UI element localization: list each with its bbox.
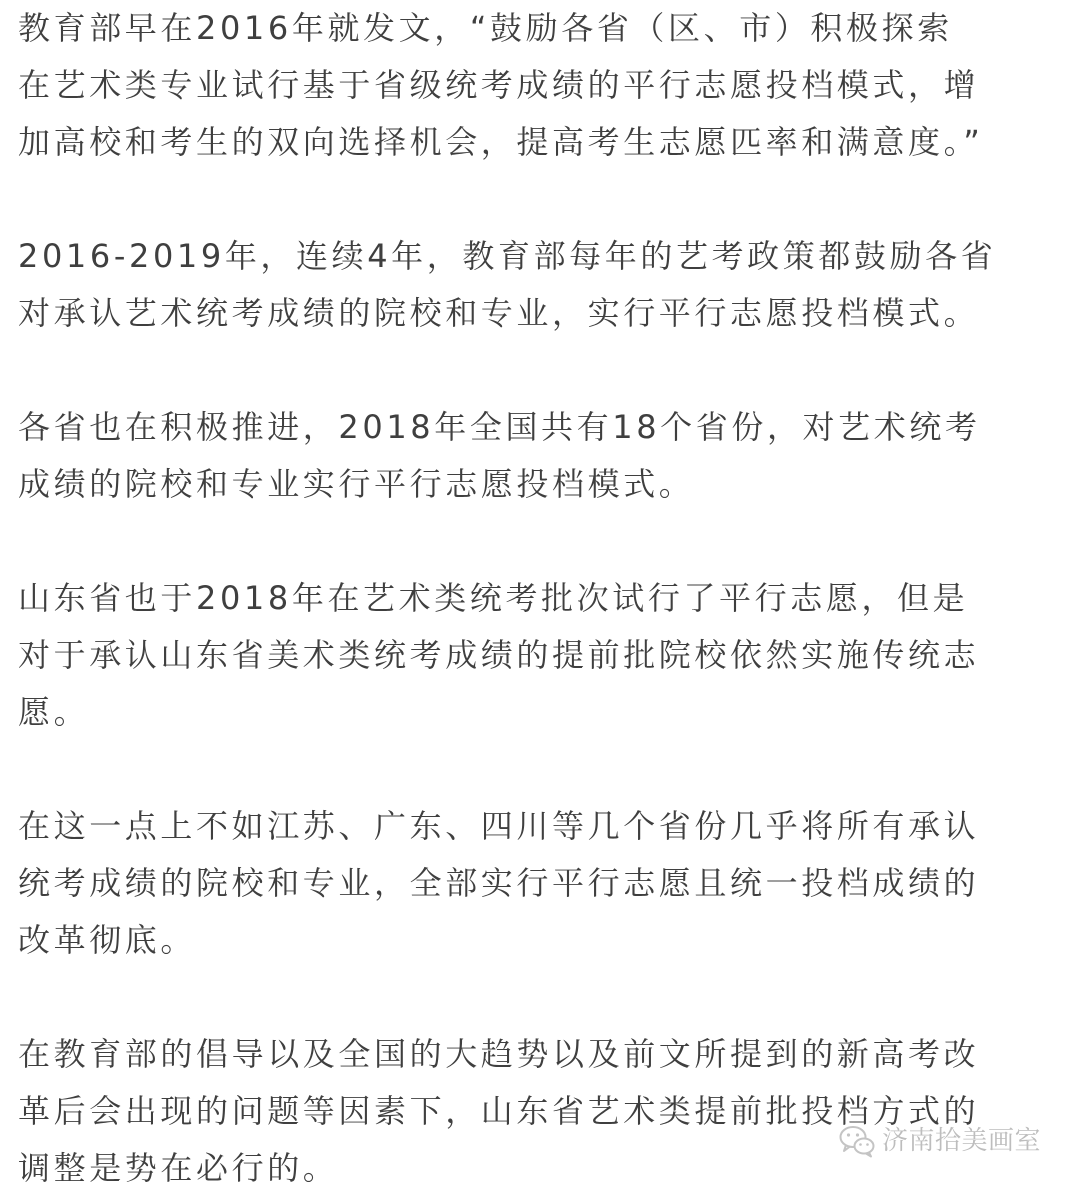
text-line: 加高校和考生的双向选择机会，提高考生志愿匹率和满意度。”	[18, 123, 984, 161]
paragraph-3	[18, 399, 1080, 513]
text-line: 调整是势在必行的。	[18, 1149, 339, 1187]
text-line: 改革彻底。	[18, 921, 197, 959]
paragraph-gap	[18, 969, 1080, 1026]
text-line: 愿。	[18, 693, 90, 731]
text-line: 革后会出现的问题等因素下，山东省艺术类提前批投档方式的	[18, 1092, 980, 1130]
paragraph-4	[18, 570, 1080, 741]
paragraph-6	[18, 1026, 1080, 1197]
wechat-icon	[838, 1124, 876, 1158]
text-line: 在艺术类专业试行基于省级统考成绩的平行志愿投档模式，增	[18, 66, 980, 104]
text-line: 对承认艺术统考成绩的院校和专业，实行平行志愿投档模式。	[18, 294, 980, 332]
text-line: 教育部早在2016年就发文，“鼓励各省（区、市）积极探索	[18, 9, 953, 47]
text-line: 统考成绩的院校和专业，全部实行平行志愿且统一投档成绩的	[18, 864, 980, 902]
paragraph-gap	[18, 342, 1080, 399]
watermark-text: 济南拾美画室	[882, 1126, 1042, 1156]
text-line: 在教育部的倡导以及全国的大趋势以及前文所提到的新高考改	[18, 1035, 980, 1073]
paragraph-gap	[18, 741, 1080, 798]
text-line: 对于承认山东省美术类统考成绩的提前批院校依然实施传统志	[18, 636, 980, 674]
watermark	[838, 1121, 1041, 1161]
article-body	[18, 0, 1080, 1197]
paragraph-5	[18, 798, 1080, 969]
text-line: 各省也在积极推进，2018年全国共有18个省份，对艺术统考	[18, 408, 981, 446]
paragraph-gap	[18, 171, 1080, 228]
text-line: 成绩的院校和专业实行平行志愿投档模式。	[18, 465, 695, 503]
paragraph-gap	[18, 513, 1080, 570]
paragraph-1	[18, 0, 1080, 171]
text-line: 山东省也于2018年在艺术类统考批次试行了平行志愿，但是	[18, 579, 969, 617]
text-line: 在这一点上不如江苏、广东、四川等几个省份几乎将所有承认	[18, 807, 980, 845]
text-line: 2016-2019年，连续4年，教育部每年的艺考政策都鼓励各省	[18, 237, 997, 275]
paragraph-2	[18, 228, 1080, 342]
